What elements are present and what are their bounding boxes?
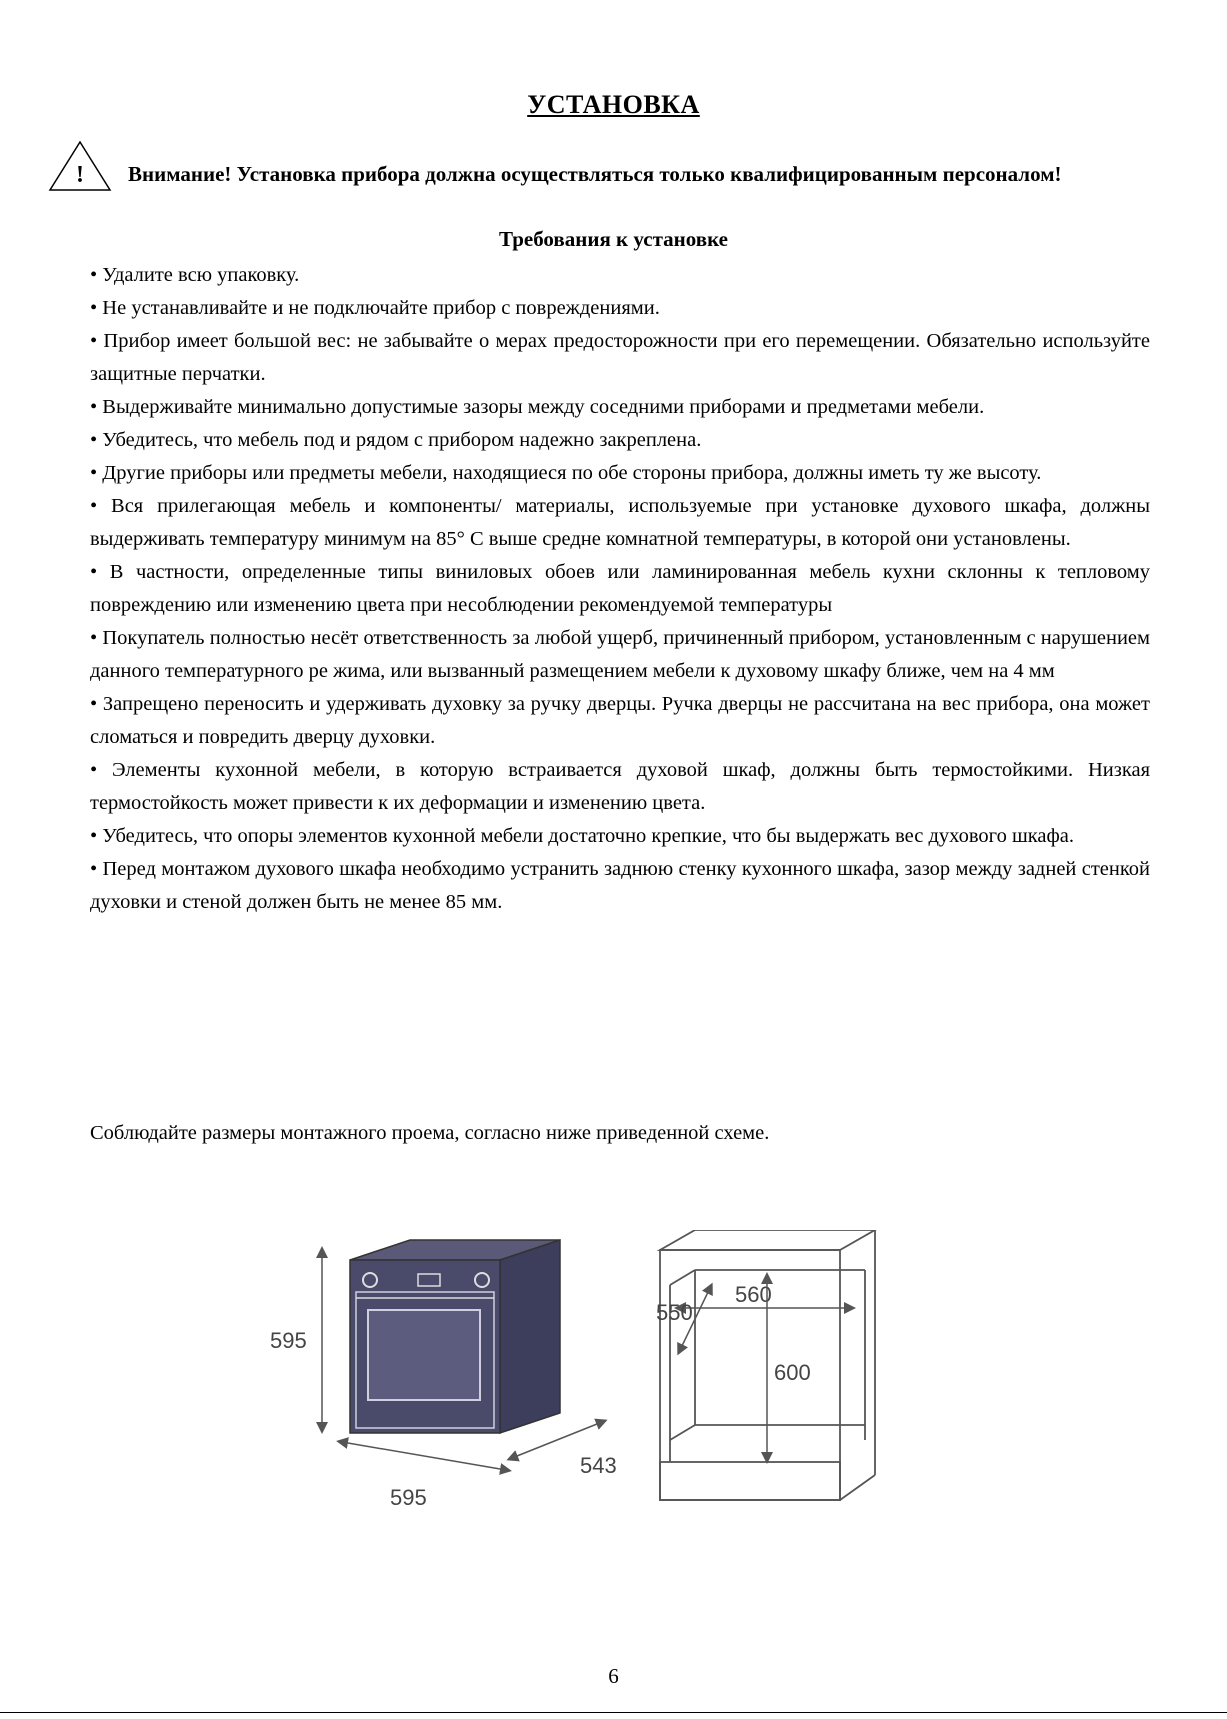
list-item: • Прибор имеет большой вес: не забывайте о мерах предосторожности при его перемещении. Обязательно используйте защитные перчатки.	[90, 330, 1150, 385]
requirements-list	[90, 259, 1150, 919]
page-number: 6	[608, 1664, 619, 1688]
oven-width-label: 595	[390, 1485, 427, 1510]
warning-glyph: !	[76, 162, 84, 188]
list-item: • Другие приборы или предметы мебели, находящиеся по обе стороны прибора, должны иметь ту же высоту.	[90, 462, 1042, 484]
cabinet-height-label: 600	[774, 1360, 811, 1385]
footer-rule	[0, 1712, 1227, 1713]
list-item: • Перед монтажом духового шкафа необходимо устранить заднюю стенку кухонного шкафа, зазор между задней стенкой духовки и стеной должен быть не менее 85 мм.	[90, 858, 1150, 913]
list-item: • Удалите всю упаковку.	[90, 264, 300, 286]
cabinet-width-label: 560	[735, 1282, 772, 1307]
page-title: УСТАНОВКА	[527, 90, 700, 119]
list-item: • Выдерживайте минимально допустимые зазоры между соседними приборами и предметами мебели.	[90, 396, 985, 418]
list-item: • Вся прилегающая мебель и компоненты/ материалы, используемые при установке духового шкафа, должны выдерживать температуру минимум на 85° С выше средне комнатной температуры, в которой они установлены.	[90, 495, 1150, 550]
requirements-heading: Требования к установке	[499, 227, 728, 251]
list-item: • Убедитесь, что мебель под и рядом с прибором надежно закреплена.	[90, 429, 702, 451]
list-item: • Убедитесь, что опоры элементов кухонной мебели достаточно крепкие, что бы выдержать вес духового шкафа.	[90, 825, 1074, 847]
list-item: • Элементы кухонной мебели, в которую встраивается духовой шкаф, должны быть термостойкими. Низкая термостойкость может привести к их деформации и изменению цвета.	[90, 759, 1150, 814]
oven-depth-label: 543	[580, 1453, 617, 1478]
installation-diagram	[270, 1230, 970, 1580]
cabinet-depth-label: 550	[656, 1300, 693, 1325]
warning-text: Внимание! Установка прибора должна осуществляться только квалифицированным персоналом!	[128, 162, 1062, 186]
list-item: • Запрещено переносить и удерживать духовку за ручку дверцы. Ручка дверцы не рассчитана на вес прибора, она может сломаться и повредить дверцу духовки.	[90, 693, 1150, 748]
list-item: • Не устанавливайте и не подключайте прибор с повреждениями.	[90, 297, 660, 319]
oven-height-label: 595	[270, 1328, 307, 1353]
list-item: • В частности, определенные типы виниловых обоев или ламинированная мебель кухни склонны к тепловому повреждению или изменению цвета при несоблюдении рекомендуемой температуры	[90, 561, 1150, 616]
oven-illustration	[350, 1240, 560, 1433]
list-item: • Покупатель полностью несёт ответственность за любой ущерб, причиненный прибором, установленным с нарушением данного температурного ре жима, или вызванный размещением мебели к духовому шкафу ближе, чем на 4 мм	[90, 627, 1150, 682]
closing-note: Соблюдайте размеры монтажного проема, согласно ниже приведенной схеме.	[90, 1122, 770, 1144]
